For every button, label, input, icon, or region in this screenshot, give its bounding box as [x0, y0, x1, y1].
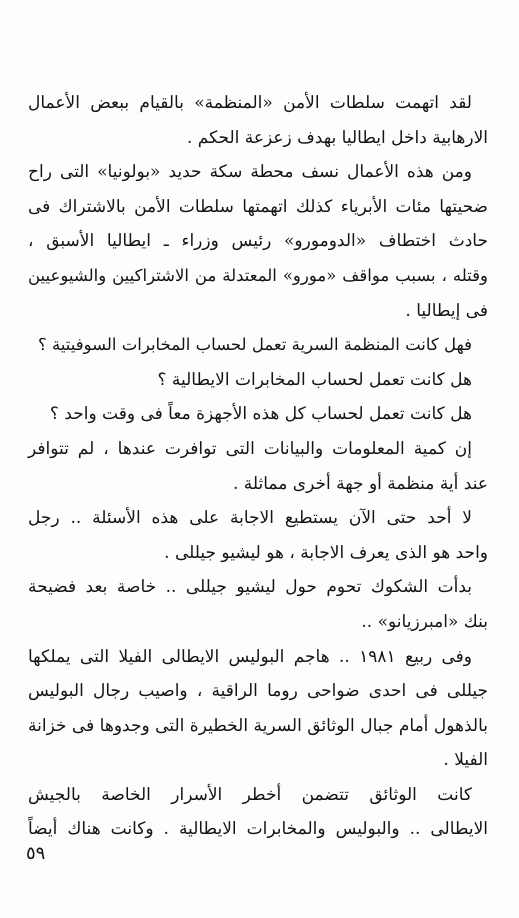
text-line: بالذهول أمام جبال الوثائق السرية الخطيرة التى وجدوها فى خزانة	[28, 715, 488, 736]
text-line: لا أحد حتى الآن يستطيع الاجابة على هذه الأسئلة .. رجل	[28, 508, 472, 529]
text-line: كانت الوثائق تتضمن أخطر الأسرار الخاصة بالجيش	[28, 784, 472, 805]
text-line: عند أية منظمة أو جهة أخرى مماثلة .	[232, 473, 488, 494]
text-line: وقتله ، بسبب مواقف «مورو» المعتدلة من الاشتراكيين والشيوعيين	[28, 265, 488, 285]
text-line: حادث اختطاف «الدومورو» رئيس وزراء ـ ايطاليا الأسبق ،	[28, 231, 488, 252]
text-line: إن كمية المعلومات والبيانات التى توافرت عندها ، لم تتوافر	[28, 438, 472, 459]
text-line: واحد هو الذى يعرف الاجابة ، هو ليشيو جيللى .	[164, 542, 488, 563]
text-line: وفى ربيع ١٩٨١ .. هاجم البوليس الايطالى الفيلا التى يملكها	[28, 646, 472, 667]
text-line: هل كانت تعمل لحساب كل هذه الأجهزة معاً فى وقت واحد ؟	[49, 404, 472, 425]
text-line: بنك «امبرزيانو» ..	[361, 611, 488, 632]
text-line: الارهابية داخل ايطاليا بهدف زعزعة الحكم .	[186, 127, 488, 148]
text-line: لقد اتهمت سلطات الأمن «المنظمة» بالقيام ببعض الأعمال	[28, 93, 472, 113]
text-line: بدأت الشكوك تحوم حول ليشيو جيللى .. خاصة بعد فضيحة	[28, 577, 472, 598]
text-line: هل كانت تعمل لحساب المخابرات الايطالية ؟	[157, 369, 472, 390]
body-text	[28, 86, 488, 847]
text-line: ومن هذه الأعمال نسف محطة سكة حديد «بولونيا» التى راح	[28, 162, 472, 183]
text-line: فهل كانت المنظمة السرية تعمل لحساب المخابرات السوفيتية ؟	[37, 335, 472, 355]
page-number: ٥٩	[26, 843, 46, 864]
text-line: ضحيتها مئات الأبرياء كذلك اتهمتها سلطات الأمن بالاشتراك فى	[28, 196, 488, 217]
text-line: الايطالى .. والبوليس والمخابرات الايطالية . وكانت هناك أيضاً	[28, 819, 488, 840]
text-line: الفيلا .	[443, 750, 488, 771]
text-line: جيللى فى احدى ضواحى روما الراقية ، واصيب رجال البوليس	[28, 681, 488, 702]
text-line: فى إيطاليا .	[405, 300, 488, 321]
